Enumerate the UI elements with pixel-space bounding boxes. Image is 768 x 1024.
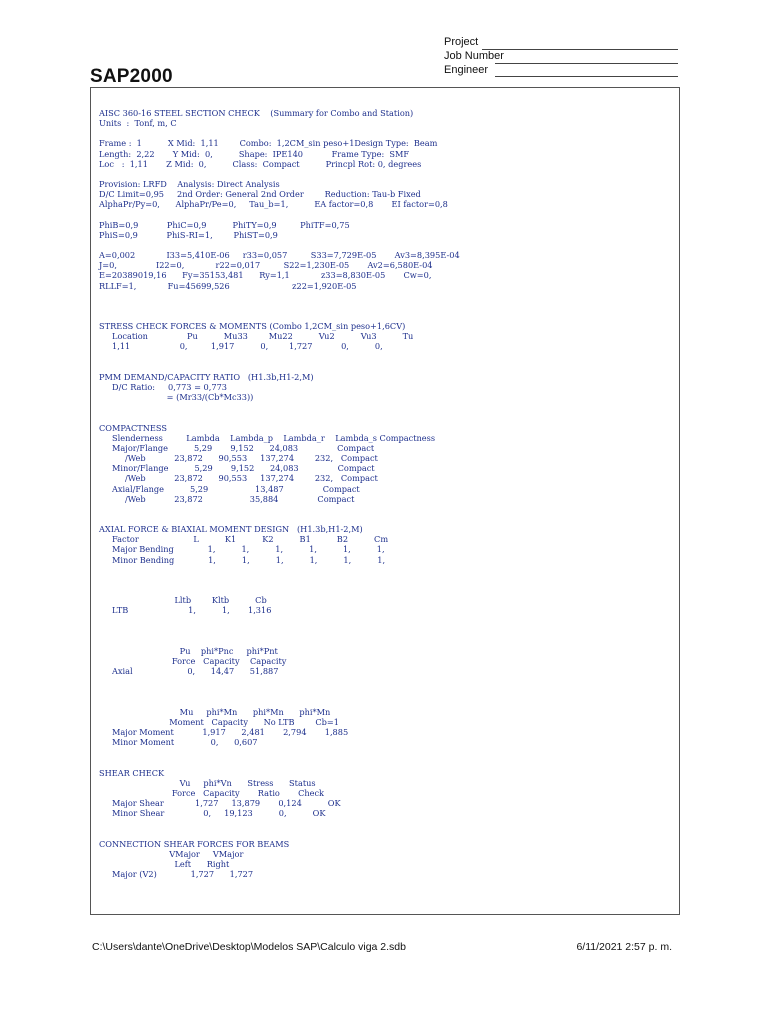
report-line: Provision: LRFD Analysis: Direct Analysis — [99, 179, 280, 190]
report-line: /Web 23,872 35,884 Compact — [99, 493, 355, 504]
report-line: Units : Tonf, m, C — [99, 118, 177, 129]
report-line: Force Capacity Capacity — [99, 656, 287, 667]
job-number-label: Job Number — [444, 50, 504, 62]
report-line: Frame : 1 X Mid: 1,11 Combo: 1,2CM_sin peso+1Design Type: Beam — [99, 138, 438, 149]
report-line: = (Mr33/(Cb*Mc33)) — [99, 392, 254, 403]
report-line: STRESS CHECK FORCES & MOMENTS (Combo 1,2CM_sin peso+1,6CV) — [99, 321, 406, 332]
project-field-line — [482, 49, 678, 50]
engineer-field-line — [495, 76, 678, 77]
report-line: Length: 2,22 Y Mid: 0, Shape: IPE140 Frame Type: SMF — [99, 148, 410, 159]
report-line: VMajor VMajor — [99, 848, 244, 859]
report-line: 1,11 0, 1,917 0, 1,727 0, 0, — [99, 341, 383, 352]
report-line: J=0, I22=0, r22=0,017 S22=1,230E-05 Av2=6,580E-04 — [99, 260, 433, 271]
report-line: Major Moment 1,917 2,481 2,794 1,885 — [99, 727, 349, 738]
report-line: Mu phi*Mn phi*Mn phi*Mn — [99, 706, 331, 717]
report-line: SHEAR CHECK — [99, 767, 165, 778]
report-line: Left Right — [99, 859, 230, 870]
report-line: Vu phi*Vn Stress Status — [99, 777, 316, 788]
report-line: RLLF=1, Fu=45699,526 z22=1,920E-05 — [99, 280, 357, 291]
report-line: D/C Ratio: 0,773 = 0,773 — [99, 382, 227, 393]
footer-file-path: C:\Users\dante\OneDrive\Desktop\Modelos SAP\Calculo viga 2.sdb — [92, 941, 406, 953]
report-line: Lltb Kltb Cb — [99, 595, 267, 606]
engineer-label: Engineer — [444, 64, 489, 76]
report-line: PMM DEMAND/CAPACITY RATIO (H1.3b,H1-2,M) — [99, 371, 314, 382]
report-line: Axial/Flange 5,29 13,487 Compact — [99, 483, 360, 494]
report-line: Major Bending 1, 1, 1, 1, 1, 1, — [99, 544, 385, 555]
report-line: Axial 0, 14,47 51,887 — [99, 666, 279, 677]
report-line: Factor L K1 K2 B1 B2 Cm — [99, 534, 389, 545]
report-line: Minor Moment 0, 0,607 — [99, 737, 258, 748]
report-line: Minor/Flange 5,29 9,152 24,083 Compact — [99, 463, 375, 474]
report-line: PhiB=0,9 PhiC=0,9 PhiTY=0,9 PhiTF=0,75 — [99, 219, 350, 230]
report-line: Pu phi*Pnc phi*Pnt — [99, 645, 278, 656]
report-line: Minor Shear 0, 19,123 0, OK — [99, 808, 326, 819]
footer-date: 6/11/2021 2:57 p. m. — [576, 941, 672, 953]
report-line: Location Pu Mu33 Mu22 Vu2 Vu3 Tu — [99, 331, 414, 342]
report-line: Moment Capacity No LTB Cb=1 — [99, 717, 339, 727]
report-line: COMPACTNESS — [99, 422, 167, 433]
report-line: Slenderness Lambda Lambda_p Lambda_r Lambda_s Compactness — [99, 432, 436, 443]
project-label: Project — [444, 36, 479, 48]
report-line: A=0,002 I33=5,410E-06 r33=0,057 S33=7,729E-05 Av3=8,395E-04 — [99, 250, 460, 261]
report-line: PhiS=0,9 PhiS-RI=1, PhiST=0,9 — [99, 229, 278, 240]
steel-check-report — [90, 87, 680, 915]
report-line: Major (V2) 1,727 1,727 — [99, 869, 254, 880]
report-line: E=20389019,16 Fy=35153,481 Ry=1,1 z33=8,830E-05 Cw=0, — [99, 270, 432, 281]
report-line: Major/Flange 5,29 9,152 24,083 Compact — [99, 442, 375, 453]
app-title: SAP2000 — [90, 66, 173, 87]
report-line: D/C Limit=0,95 2nd Order: General 2nd Order Reduction: Tau-b Fixed — [99, 189, 421, 200]
report-line: Force Capacity Ratio Check — [99, 788, 325, 799]
report-line: CONNECTION SHEAR FORCES FOR BEAMS — [99, 838, 290, 849]
report-line: /Web 23,872 90,553 137,274 232, Compact — [99, 453, 378, 464]
report-line: Major Shear 1,727 13,879 0,124 OK — [99, 798, 341, 809]
report-line: Minor Bending 1, 1, 1, 1, 1, 1, — [99, 554, 386, 565]
report-line: AlphaPr/Py=0, AlphaPr/Pe=0, Tau_b=1, EA factor=0,8 EI factor=0,8 — [99, 199, 448, 210]
report-line: AISC 360-16 STEEL SECTION CHECK (Summary for Combo and Station) — [99, 108, 414, 118]
report-line: AXIAL FORCE & BIAXIAL MOMENT DESIGN (H1.3b,H1-2,M) — [99, 524, 363, 535]
report-line: LTB 1, 1, 1,316 — [99, 605, 272, 616]
report-line: /Web 23,872 90,553 137,274 232, Compact — [99, 473, 378, 484]
report-line: Loc : 1,11 Z Mid: 0, Class: Compact Princpl Rot: 0, degrees — [99, 158, 422, 169]
job-number-field-line — [495, 63, 678, 64]
